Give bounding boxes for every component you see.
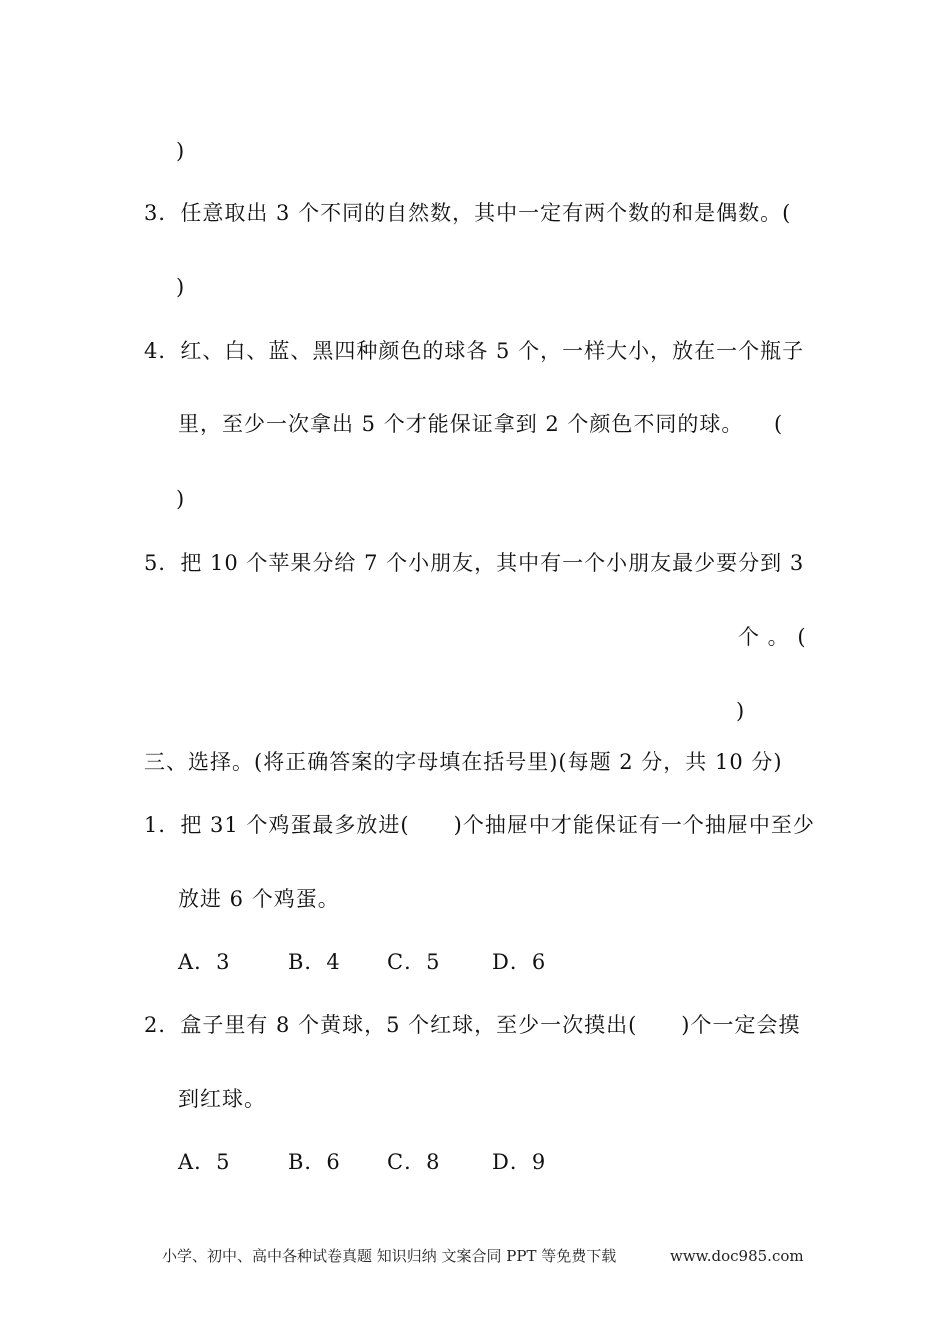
footer-url[interactable]: www.doc985.com — [670, 1247, 804, 1265]
choice-2-line1: 2．盒子里有 8 个黄球，5 个红球，至少一次摸出( )个一定会摸 — [144, 1013, 801, 1037]
paren-open-q4: ( — [774, 412, 784, 436]
choice-1-option-d: D．6 — [492, 950, 547, 974]
choice-1-line2: 放进 6 个鸡蛋。 — [178, 887, 340, 911]
question-3-text: 3．任意取出 3 个不同的自然数，其中一定有两个数的和是偶数。( — [144, 201, 792, 225]
paren-close-q4: ) — [176, 487, 186, 511]
question-5-line1: 5．把 10 个苹果分给 7 个小朋友，其中有一个小朋友最少要分到 3 — [144, 551, 805, 575]
paren-close-q2: ) — [176, 139, 186, 163]
choice-2-line2: 到红球。 — [178, 1087, 266, 1111]
section-three-heading: 三、选择。(将正确答案的字母填在括号里)(每题 2 分，共 10 分) — [144, 750, 783, 774]
choice-1-line1: 1．把 31 个鸡蛋最多放进( )个抽屉中才能保证有一个抽屉中至少 — [144, 813, 815, 837]
paren-close-q3: ) — [176, 275, 186, 299]
choice-2-option-c: C．8 — [387, 1150, 441, 1174]
choice-2-option-d: D．9 — [492, 1150, 547, 1174]
footer-text: 小学、初中、高中各种试卷真题 知识归纳 文案合同 PPT 等免费下载 — [162, 1247, 617, 1265]
choice-2-option-b: B．6 — [288, 1150, 341, 1174]
question-4-line1: 4．红、白、蓝、黑四种颜色的球各 5 个，一样大小，放在一个瓶子 — [144, 339, 805, 363]
question-5-line2: 个 。 ( — [738, 625, 807, 649]
choice-1-option-a: A．3 — [178, 950, 231, 974]
choice-1-option-c: C．5 — [387, 950, 441, 974]
choice-2-option-a: A．5 — [178, 1150, 231, 1174]
question-4-line2: 里，至少一次拿出 5 个才能保证拿到 2 个颜色不同的球。 — [178, 412, 744, 436]
choice-1-option-b: B．4 — [288, 950, 341, 974]
paren-close-q5: ) — [736, 699, 746, 723]
